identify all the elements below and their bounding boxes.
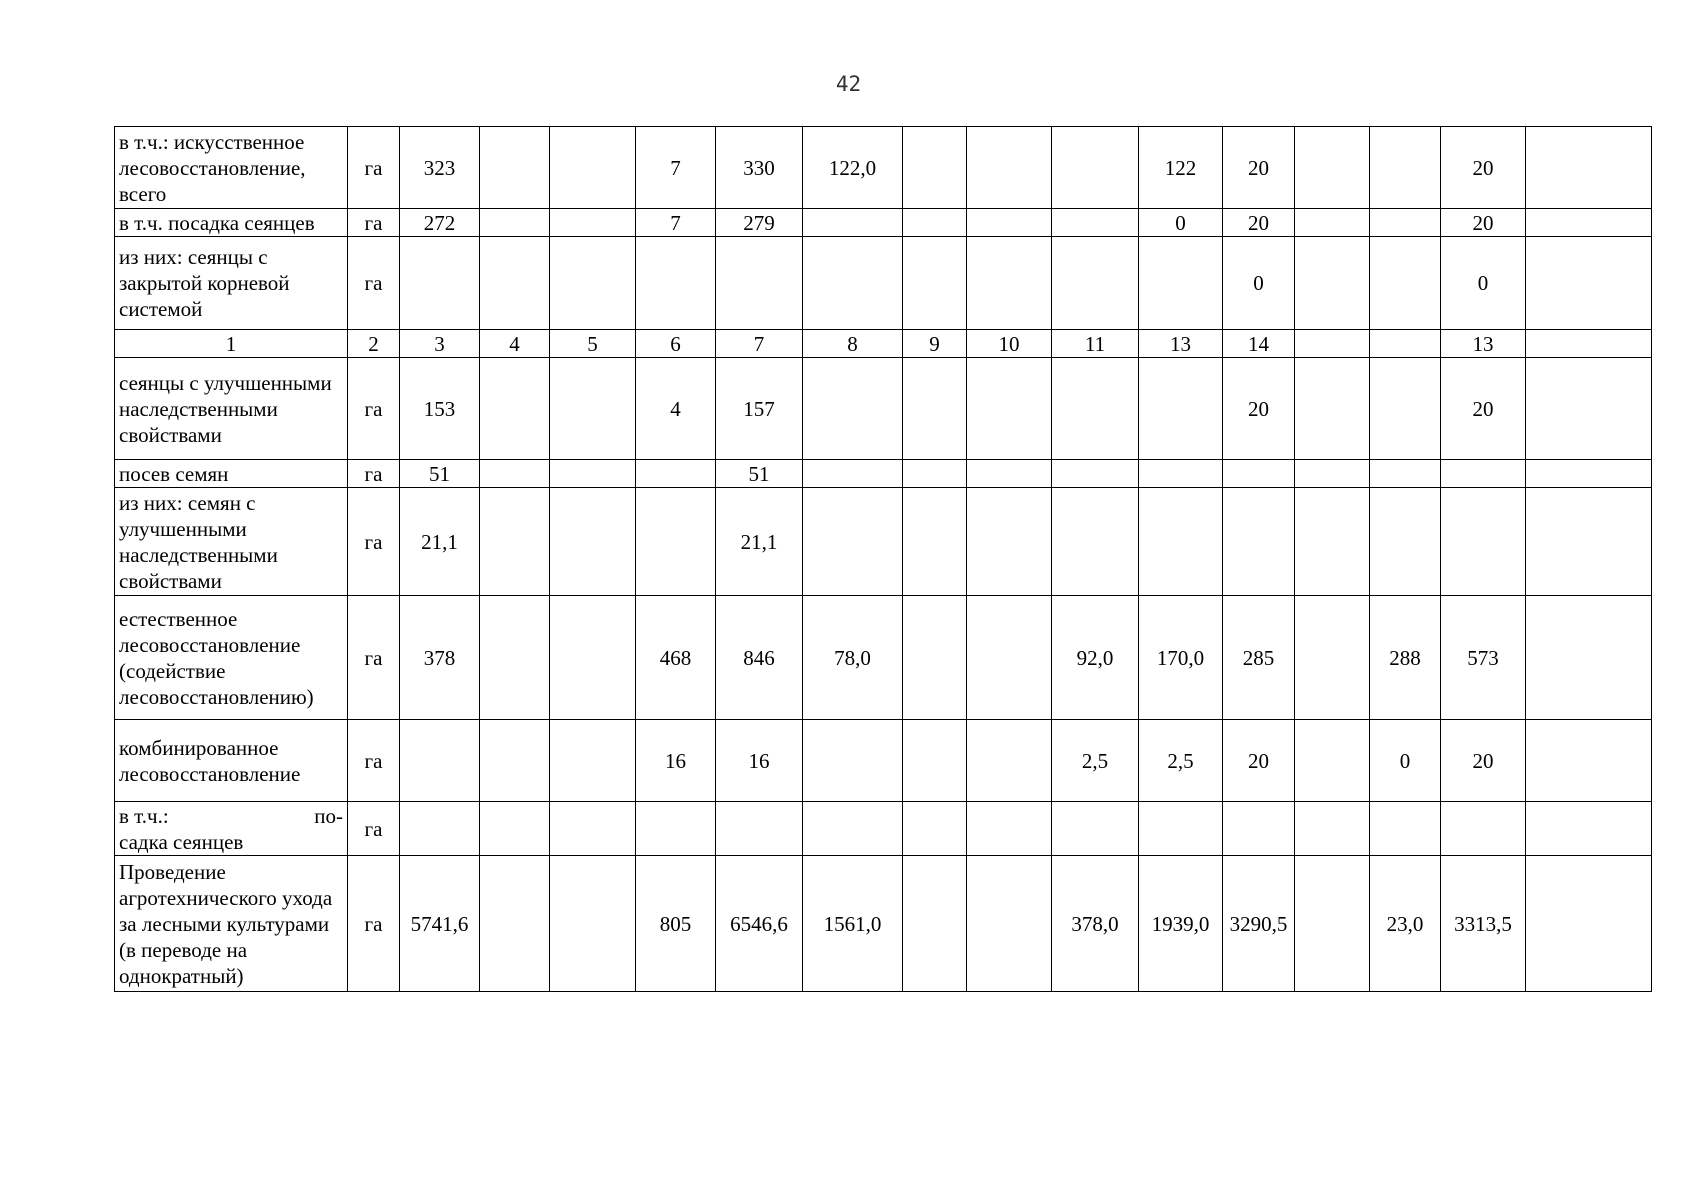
table-cell: [400, 802, 480, 856]
table-cell: 20: [1441, 209, 1526, 237]
column-number: 13: [1139, 330, 1223, 358]
row-label: в т.ч. посадка сеянцев: [115, 209, 348, 237]
table-cell: 20: [1441, 358, 1526, 460]
table-cell: [480, 127, 550, 209]
table-row: [115, 802, 1652, 856]
table-cell: [903, 802, 967, 856]
table-cell: [550, 237, 636, 330]
table-cell: [1295, 237, 1370, 330]
column-number: 7: [716, 330, 803, 358]
table-cell: [1526, 237, 1652, 330]
table-cell: [1526, 127, 1652, 209]
table-cell: [636, 237, 716, 330]
table-cell: 4: [636, 358, 716, 460]
table-cell: [1223, 802, 1295, 856]
unit-cell: га: [348, 596, 400, 720]
unit-cell: га: [348, 237, 400, 330]
unit-cell: га: [348, 209, 400, 237]
table-cell: [1370, 358, 1441, 460]
table-cell: [480, 488, 550, 596]
table-cell: [1441, 488, 1526, 596]
table-cell: [550, 460, 636, 488]
table-cell: [1139, 802, 1223, 856]
table-cell: [1370, 209, 1441, 237]
table-cell: [803, 720, 903, 802]
table-cell: 2,5: [1139, 720, 1223, 802]
table-cell: [550, 127, 636, 209]
table-cell: 7: [636, 209, 716, 237]
table-cell: [550, 720, 636, 802]
table-cell: 3290,5: [1223, 856, 1295, 992]
table-cell: [803, 460, 903, 488]
table-cell: 846: [716, 596, 803, 720]
table-cell: [903, 460, 967, 488]
table-cell: [803, 488, 903, 596]
table-cell: [1295, 720, 1370, 802]
table-cell: 2,5: [1052, 720, 1139, 802]
table-cell: 0: [1441, 237, 1526, 330]
table-cell: [480, 237, 550, 330]
table-cell: 1939,0: [1139, 856, 1223, 992]
unit-cell: га: [348, 460, 400, 488]
table-cell: 6546,6: [716, 856, 803, 992]
table-cell: 272: [400, 209, 480, 237]
table-cell: [1295, 488, 1370, 596]
table-cell: 23,0: [1370, 856, 1441, 992]
table-cell: [1526, 802, 1652, 856]
unit-cell: га: [348, 488, 400, 596]
table-cell: [550, 802, 636, 856]
table-cell: [636, 488, 716, 596]
table-cell: [716, 802, 803, 856]
table-cell: [903, 856, 967, 992]
table-cell: [903, 209, 967, 237]
table-cell: [967, 720, 1052, 802]
table-cell: 288: [1370, 596, 1441, 720]
row-label: в т.ч.: искусственное лесовосстановление, всего: [115, 127, 348, 209]
row-label: из них: семян с улучшенными наследственными свойствами: [115, 488, 348, 596]
column-number: [1526, 330, 1652, 358]
table-cell: 285: [1223, 596, 1295, 720]
table-cell: [1139, 460, 1223, 488]
column-number: 14: [1223, 330, 1295, 358]
table-cell: [903, 127, 967, 209]
table-cell: 805: [636, 856, 716, 992]
row-label: посев семян: [115, 460, 348, 488]
table-cell: [480, 209, 550, 237]
table-cell: 51: [716, 460, 803, 488]
table-cell: [1295, 209, 1370, 237]
table-cell: 16: [636, 720, 716, 802]
table-cell: [550, 209, 636, 237]
column-number: 1: [115, 330, 348, 358]
table-cell: [1295, 802, 1370, 856]
table-cell: [480, 358, 550, 460]
table-cell: [967, 237, 1052, 330]
table-cell: [1223, 488, 1295, 596]
table-cell: [803, 802, 903, 856]
table-cell: [1526, 856, 1652, 992]
table-cell: [903, 358, 967, 460]
table-cell: 3313,5: [1441, 856, 1526, 992]
table-cell: [1370, 237, 1441, 330]
table-cell: [480, 720, 550, 802]
table-cell: [1526, 209, 1652, 237]
table-cell: [803, 237, 903, 330]
table-cell: [803, 358, 903, 460]
table-cell: [967, 856, 1052, 992]
table-cell: [636, 802, 716, 856]
table-cell: 16: [716, 720, 803, 802]
column-number: [1370, 330, 1441, 358]
table-cell: [1526, 720, 1652, 802]
table-cell: [803, 209, 903, 237]
table-cell: [716, 237, 803, 330]
row-label: Проведение агротехнического ухода за лесными культурами (в переводе на однократный): [115, 856, 348, 992]
table-cell: [1370, 127, 1441, 209]
row-label-line: [119, 803, 343, 829]
table-cell: 153: [400, 358, 480, 460]
table-row: [115, 488, 1652, 596]
table-cell: 78,0: [803, 596, 903, 720]
table-cell: [967, 802, 1052, 856]
table-cell: 5741,6: [400, 856, 480, 992]
table-cell: 1561,0: [803, 856, 903, 992]
page-number: 42: [835, 72, 862, 96]
table-cell: [1052, 460, 1139, 488]
table-cell: [967, 596, 1052, 720]
table-cell: [1441, 802, 1526, 856]
table-cell: [967, 358, 1052, 460]
table-cell: 20: [1223, 358, 1295, 460]
table-cell: [400, 237, 480, 330]
table-cell: [1526, 596, 1652, 720]
table-cell: [550, 856, 636, 992]
table-cell: [903, 488, 967, 596]
table-cell: [967, 460, 1052, 488]
table-cell: [903, 596, 967, 720]
table-cell: [1139, 237, 1223, 330]
table-row: [115, 358, 1652, 460]
column-number: 6: [636, 330, 716, 358]
table-cell: [1052, 488, 1139, 596]
unit-cell: га: [348, 856, 400, 992]
table-cell: 0: [1139, 209, 1223, 237]
table-cell: 468: [636, 596, 716, 720]
table-cell: 323: [400, 127, 480, 209]
table-cell: [636, 460, 716, 488]
table-cell: [903, 720, 967, 802]
column-number: 2: [348, 330, 400, 358]
table-cell: 20: [1223, 720, 1295, 802]
table-cell: [1052, 358, 1139, 460]
table-cell: [1441, 460, 1526, 488]
table-cell: 157: [716, 358, 803, 460]
table-cell: [550, 488, 636, 596]
table-cell: [1370, 460, 1441, 488]
column-number: 11: [1052, 330, 1139, 358]
row-label-part: по-: [314, 803, 343, 828]
table-cell: 378: [400, 596, 480, 720]
unit-cell: га: [348, 720, 400, 802]
table-cell: [1526, 488, 1652, 596]
table-cell: [1295, 596, 1370, 720]
row-label: комбинированное лесовосстановление: [115, 720, 348, 802]
table-cell: [967, 209, 1052, 237]
table-cell: [1139, 488, 1223, 596]
table-row: [115, 460, 1652, 488]
table-cell: 51: [400, 460, 480, 488]
table-cell: 92,0: [1052, 596, 1139, 720]
table-cell: 20: [1223, 209, 1295, 237]
table-cell: [1370, 488, 1441, 596]
table-cell: 20: [1223, 127, 1295, 209]
table-cell: [480, 596, 550, 720]
table-cell: [1295, 856, 1370, 992]
table-cell: [400, 720, 480, 802]
table-row: [115, 127, 1652, 209]
table-cell: 21,1: [400, 488, 480, 596]
column-number: 8: [803, 330, 903, 358]
table-row: [115, 856, 1652, 992]
table-cell: 279: [716, 209, 803, 237]
table-cell: 21,1: [716, 488, 803, 596]
table-cell: [1295, 127, 1370, 209]
table-cell: [1052, 209, 1139, 237]
table-cell: 0: [1223, 237, 1295, 330]
row-label-part: садка сеянцев: [119, 829, 244, 854]
column-number: 9: [903, 330, 967, 358]
table-cell: 20: [1441, 127, 1526, 209]
row-label: естественное лесовосстановление (содействие лесовосстановлению): [115, 596, 348, 720]
table-cell: 20: [1441, 720, 1526, 802]
column-number-row: [115, 330, 1652, 358]
table-cell: [1370, 802, 1441, 856]
table-cell: [1052, 127, 1139, 209]
forest-restoration-table: [114, 126, 1652, 992]
table-cell: 122: [1139, 127, 1223, 209]
table-cell: [967, 127, 1052, 209]
unit-cell: га: [348, 358, 400, 460]
unit-cell: га: [348, 802, 400, 856]
table-row: [115, 209, 1652, 237]
column-number: 13: [1441, 330, 1526, 358]
column-number: 5: [550, 330, 636, 358]
table-cell: [550, 358, 636, 460]
row-label-part: в т.ч.:: [119, 803, 169, 828]
table-cell: 122,0: [803, 127, 903, 209]
table-cell: 378,0: [1052, 856, 1139, 992]
column-number: 3: [400, 330, 480, 358]
table-cell: [903, 237, 967, 330]
table-cell: [1526, 358, 1652, 460]
table-cell: [1052, 802, 1139, 856]
table-cell: [1052, 237, 1139, 330]
table-cell: [1295, 358, 1370, 460]
table-cell: [1139, 358, 1223, 460]
table-cell: 330: [716, 127, 803, 209]
table-cell: [1295, 460, 1370, 488]
table-cell: [1223, 460, 1295, 488]
row-label: [115, 802, 348, 856]
table-cell: [480, 460, 550, 488]
table-cell: 0: [1370, 720, 1441, 802]
column-number: [1295, 330, 1370, 358]
table-cell: 7: [636, 127, 716, 209]
table-row: [115, 720, 1652, 802]
table-cell: [967, 488, 1052, 596]
table-cell: 170,0: [1139, 596, 1223, 720]
column-number: 10: [967, 330, 1052, 358]
table-row: [115, 596, 1652, 720]
row-label: из них: сеянцы с закрытой корневой системой: [115, 237, 348, 330]
table-cell: 573: [1441, 596, 1526, 720]
table-row: [115, 237, 1652, 330]
table-cell: [480, 802, 550, 856]
table-cell: [1526, 460, 1652, 488]
column-number: 4: [480, 330, 550, 358]
unit-cell: га: [348, 127, 400, 209]
table-cell: [550, 596, 636, 720]
row-label: сеянцы с улучшенными наследственными свойствами: [115, 358, 348, 460]
table-cell: [480, 856, 550, 992]
